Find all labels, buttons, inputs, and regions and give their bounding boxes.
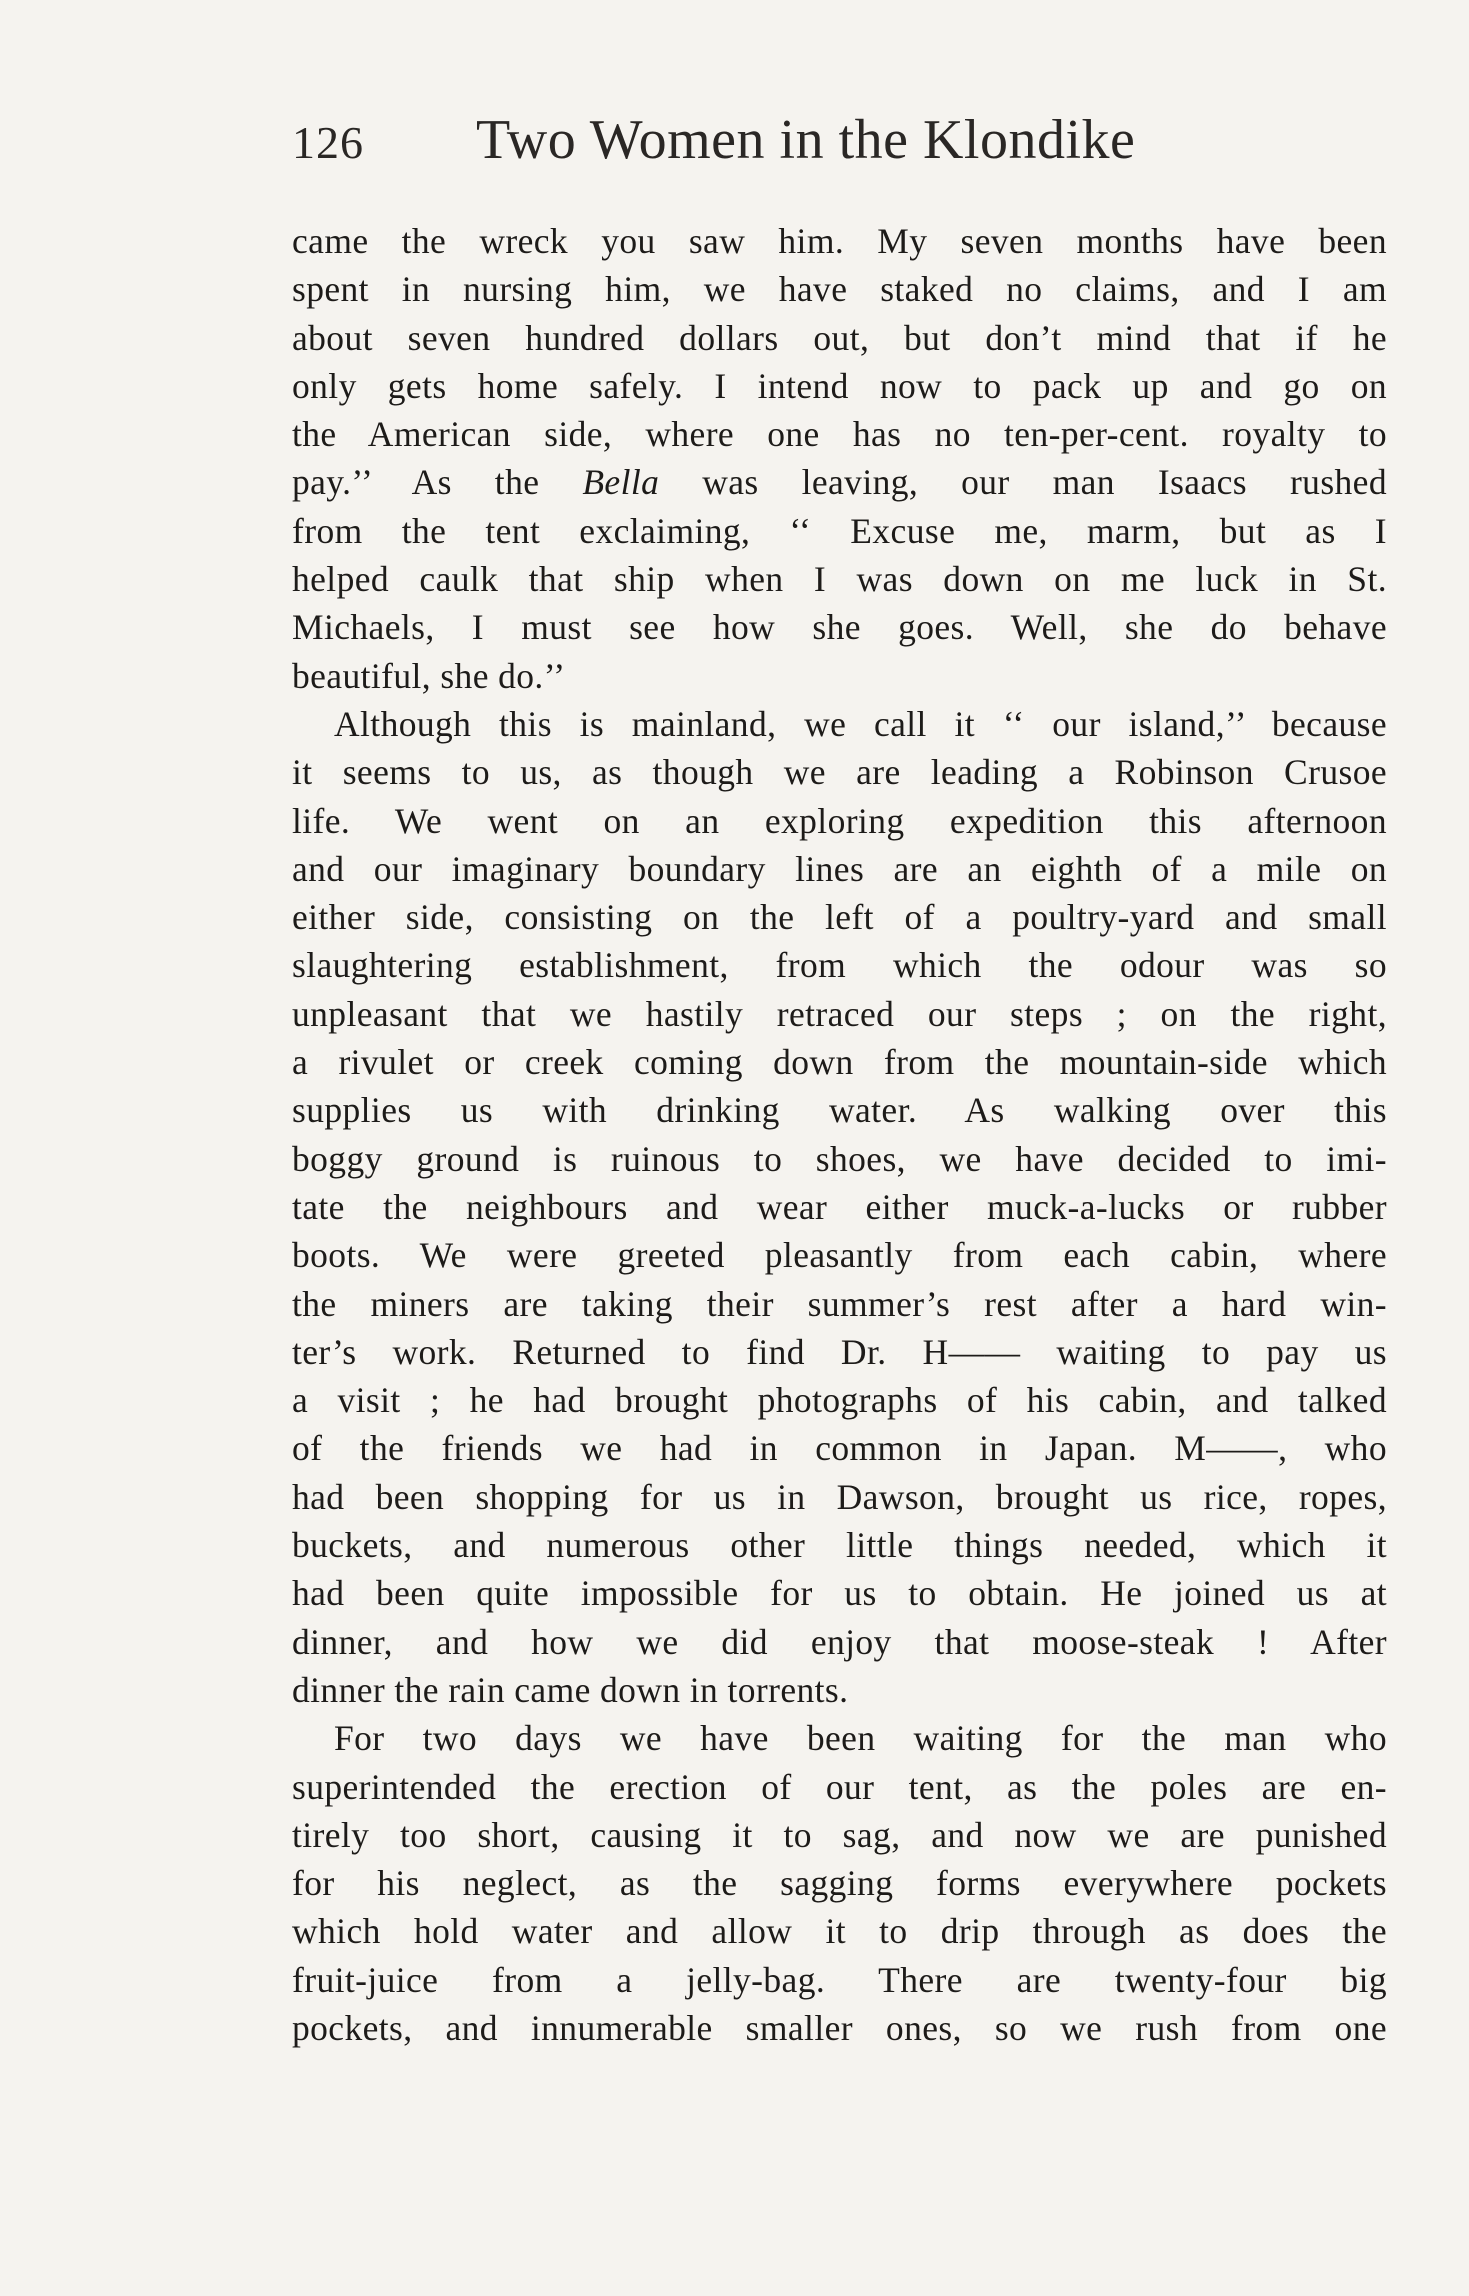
text-line: tate the neighbours and wear either muck-a-lucks or rubber [292, 1186, 1387, 1227]
text-line: came the wreck you saw him. My seven months have been [292, 221, 1387, 261]
text-line: ter’s work. Returned to find Dr. H—— waiting to pay us [292, 1331, 1387, 1372]
text-line: pockets, and innumerable smaller ones, so we rush from one [292, 2007, 1387, 2048]
text-line: buckets, and numerous other little things needed, which it [292, 1525, 1387, 1566]
text-line: dinner, and how we did enjoy that moose-steak ! After [292, 1621, 1387, 1662]
text-line: which hold water and allow it to drip through as does the [292, 1911, 1387, 1952]
text-line: a rivulet or creek coming down from the mountain-side which [292, 1042, 1387, 1083]
paragraph-start-line: For two days we have been waiting for the man who [334, 1718, 1387, 1759]
paragraph-start-line: Although this is mainland, we call it ‘‘ our island,’’ because [334, 703, 1387, 744]
text-line: had been quite impossible for us to obtain. He joined us at [292, 1573, 1387, 1614]
text-line: either side, consisting on the left of a poultry-yard and small [292, 897, 1387, 938]
page-number: 126 [292, 117, 364, 168]
text-line: and our imaginary boundary lines are an eighth of a mile on [292, 848, 1387, 889]
text-line: only gets home safely. I intend now to pack up and go on [292, 365, 1387, 406]
text-line: Michaels, I must see how she goes. Well, she do behave [292, 607, 1387, 648]
text-line: had been shopping for us in Dawson, brought us rice, ropes, [292, 1476, 1387, 1517]
text-line: life. We went on an exploring expedition this afternoon [292, 800, 1387, 841]
text-line: beautiful, she do.’’ [292, 655, 566, 696]
text-fragment: pay.’’ As the [292, 462, 583, 503]
text-line: spent in nursing him, we have staked no claims, and I am [292, 269, 1387, 310]
text-line: helped caulk that ship when I was down on me luck in St. [292, 559, 1387, 600]
text-line: it seems to us, as though we are leading a Robinson Crusoe [292, 752, 1387, 793]
text-line: from the tent exclaiming, ‘‘ Excuse me, marm, but as I [292, 510, 1387, 551]
text-line: about seven hundred dollars out, but don’t mind that if he [292, 317, 1387, 358]
text-line: slaughtering establishment, from which the odour was so [292, 945, 1387, 986]
text-line: dinner the rain came down in torrents. [292, 1669, 849, 1710]
text-line: supplies us with drinking water. As walking over this [292, 1090, 1387, 1131]
text-line: tirely too short, causing it to sag, and now we are punished [292, 1814, 1387, 1855]
body-text [292, 217, 1387, 2052]
text-line: the American side, where one has no ten-per-cent. royalty to [292, 414, 1387, 455]
text-line: fruit-juice from a jelly-bag. There are twenty-four big [292, 1959, 1387, 2000]
text-line: the miners are taking their summer’s rest after a hard win- [292, 1283, 1387, 1324]
text-line: superintended the erection of our tent, as the poles are en- [292, 1766, 1387, 1807]
text-line: a visit ; he had brought photographs of his cabin, and talked [292, 1380, 1387, 1421]
text-line: of the friends we had in common in Japan. M——, who [292, 1428, 1387, 1469]
text-line-with-italic [292, 458, 1387, 506]
text-line: unpleasant that we hastily retraced our steps ; on the right, [292, 993, 1387, 1034]
running-title: Two Women in the Klondike [476, 109, 1136, 171]
page-header [292, 108, 1392, 178]
text-line: boggy ground is ruinous to shoes, we have decided to imi- [292, 1138, 1387, 1179]
text-fragment: was leaving, our man Isaacs rushed [659, 462, 1387, 503]
ship-name-italic: Bella [582, 462, 660, 503]
text-line: boots. We were greeted pleasantly from each cabin, where [292, 1235, 1387, 1276]
text-line: for his neglect, as the sagging forms everywhere pockets [292, 1863, 1387, 1904]
